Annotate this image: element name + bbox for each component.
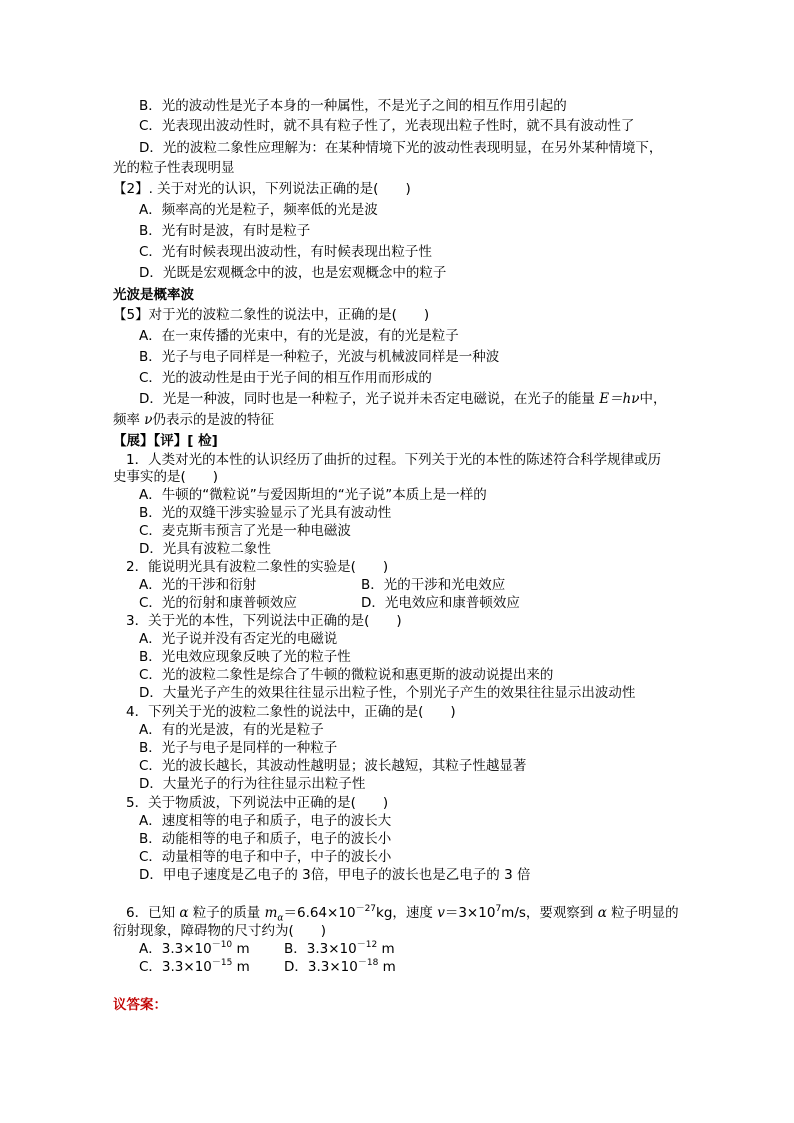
ex2-option-c: C．光的衍射和康普顿效应 xyxy=(139,595,297,611)
ex4-option-c: C．光的波长越长，其波动性越明显；波长越短，其粒子性越显著 xyxy=(139,758,527,774)
ex2-option-d: D．光电效应和康普顿效应 xyxy=(361,595,520,611)
ex1-option-b: B．光的双缝干涉实验显示了光具有波动性 xyxy=(139,505,392,521)
frequency-symbol: ν xyxy=(144,412,153,428)
ex6-option-c: C．$3.3\times 10^{-15}$ m xyxy=(139,957,250,975)
ex2-option-b: B．光的干涉和光电效应 xyxy=(361,577,506,593)
exercise-3: 3．关于光的本性，下列说法中正确的是( ) xyxy=(126,613,402,629)
exercise-2: 2．能说明光具有波粒二象性的实验是( ) xyxy=(126,559,389,575)
ex1-option-c: C．麦克斯韦预言了光是一种电磁波 xyxy=(139,523,351,539)
q5-option-d: D．光是一种波，同时也是一种粒子，光子说并未否定电磁说，在光子的能量 E＝hν中， xyxy=(139,391,667,407)
ex6-option-a: A．$3.3\times 10^{-10}$ m xyxy=(139,939,250,957)
exercise-4: 4．下列关于光的波粒二象性的说法中，正确的是( ) xyxy=(126,704,456,720)
ex3-option-b: B．光电效应现象反映了光的粒子性 xyxy=(139,649,351,665)
q2-option-b: B．光有时是波，有时是粒子 xyxy=(139,223,311,239)
option-c-line: C．光表现出波动性时，就不具有粒子性了，光表现出粒子性时，就不具有波动性了 xyxy=(139,118,635,134)
option-b-line: B．光的波动性是光子本身的一种属性，不是光子之间的相互作用引起的 xyxy=(139,98,567,114)
q5-option-b: B．光子与电子同样是一种粒子，光波与机械波同样是一种波 xyxy=(139,349,500,365)
ex6-option-d: D．$3.3\times 10^{-18}$ m xyxy=(284,957,396,975)
ex5-option-c: C．动量相等的电子和中子，中子的波长小 xyxy=(139,849,392,865)
exercise-6-cont: 衍射现象，障碍物的尺寸约为( ) xyxy=(113,923,327,939)
ex3-option-c: C．光的波粒二象性是综合了牛顿的微粒说和惠更斯的波动说提出来的 xyxy=(139,667,554,683)
ex5-option-b: B．动能相等的电子和质子，电子的波长小 xyxy=(139,831,392,847)
q2-option-d: D．光既是宏观概念中的波，也是宏观概念中的粒子 xyxy=(139,265,447,281)
ex1-option-a: A．牛顿的“微粒说”与爱因斯坦的“光子说”本质上是一样的 xyxy=(139,487,487,503)
q5-option-a: A．在一束传播的光束中，有的光是波，有的光是粒子 xyxy=(139,328,459,344)
exercise-5: 5．关于物质波，下列说法中正确的是( ) xyxy=(126,795,389,811)
ex5-option-a: A．速度相等的电子和质子，电子的波长大 xyxy=(139,813,392,829)
option-d-line-cont: 光的粒子性表现明显 xyxy=(113,160,235,176)
q2-option-c: C．光有时候表现出波动性，有时候表现出粒子性 xyxy=(139,244,432,260)
ex6-option-b: B．$3.3\times 10^{-12}$ m xyxy=(284,939,395,957)
q5-option-c: C．光的波动性是由于光子间的相互作用而形成的 xyxy=(139,370,432,386)
exercise-1-cont: 史事实的是( ) xyxy=(113,469,219,485)
ex4-option-a: A．有的光是波，有的光是粒子 xyxy=(139,722,324,738)
q5-option-d-cont: 频率 ν仍表示的是波的特征 xyxy=(113,412,275,428)
exercise-6: 6．已知 α 粒子的质量 $m_\alpha=6.64\times 10^{-27}kg$，速度 $v=3\times 10^7m/s$，要观察到 α 粒子明显的 xyxy=(126,903,679,924)
exercise-1: 1．人类对光的本性的认识经历了曲折的过程。下列关于光的本性的陈述符合科学规律或历 xyxy=(126,452,662,468)
ex3-option-a: A．光子说并没有否定光的电磁说 xyxy=(139,631,338,647)
exercise-heading: 【展】【评】[ 检] xyxy=(113,433,218,449)
energy-formula: E＝hν xyxy=(599,391,640,407)
question-5: 【5】对于光的波粒二象性的说法中，正确的是( ) xyxy=(113,307,430,323)
ex2-option-a: A．光的干涉和衍射 xyxy=(139,577,257,593)
ex5-option-d: D．甲电子速度是乙电子的 3倍，甲电子的波长也是乙电子的 3 倍 xyxy=(139,867,531,883)
ex4-option-b: B．光子与电子是同样的一种粒子 xyxy=(139,740,338,756)
question-2: 【2】. 关于对光的认识，下列说法正确的是( ) xyxy=(113,181,411,197)
option-d-line: D．光的波粒二象性应理解为：在某种情境下光的波动性表现明显，在另外某种情境下， xyxy=(139,140,663,156)
ex1-option-d: D．光具有波粒二象性 xyxy=(139,541,271,557)
answer-heading: 议答案： xyxy=(113,997,167,1013)
q2-option-a: A．频率高的光是粒子，频率低的光是波 xyxy=(139,202,378,218)
ex4-option-d: D．大量光子的行为往往显示出粒子性 xyxy=(139,776,366,792)
ex3-option-d: D．大量光子产生的效果往往显示出粒子性，个别光子产生的效果往往显示出波动性 xyxy=(139,685,636,701)
section-heading: 光波是概率波 xyxy=(113,287,194,303)
